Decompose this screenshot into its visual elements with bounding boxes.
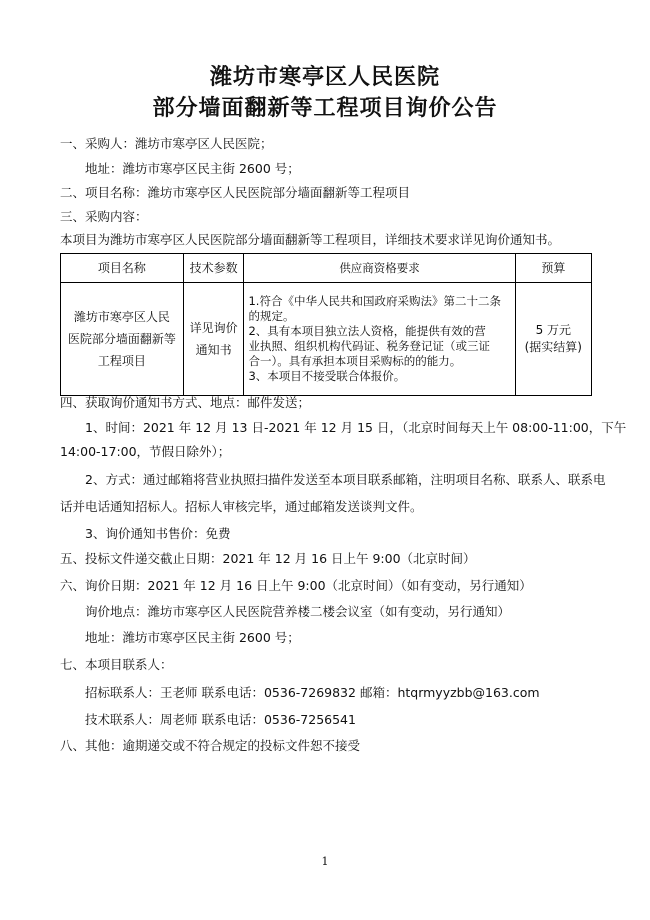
- inquiry-address-line: 地址：潍坊市寒亭区民主街 2600 号；: [85, 630, 300, 645]
- time-line-2: 14:00-17:00，节假日除外）；: [60, 444, 231, 459]
- cell-text: 1.符合《中华人民共和国政府采购法》第二十二条: [248, 294, 501, 308]
- cell-text: 业执照、组织机构代码证、税务登记证（或三证: [248, 339, 490, 353]
- cell-text: 潍坊市寒亭区人民: [73, 310, 170, 324]
- method-line-2: 话并电话通知招标人。招标人审核完毕，通过邮箱发送谈判文件。: [60, 499, 423, 514]
- project-name-line: 二、项目名称：潍坊市寒亭区人民医院部分墙面翻新等工程项目: [60, 185, 411, 200]
- document-title-line2: 部分墙面翻新等工程项目询价公告: [152, 95, 498, 121]
- table-row: [61, 283, 592, 396]
- cell-text: (据实结算): [524, 340, 582, 354]
- cell-text: 医院部分墙面翻新等: [67, 332, 176, 346]
- header-tech-params: 技术参数: [183, 254, 244, 283]
- cell-project-name: [61, 283, 184, 396]
- obtain-heading: 四、获取询价通知书方式、地点：邮件发送；: [60, 395, 311, 410]
- contact-bid-line: 招标联系人：王老师 联系电话：0536-7269832 邮箱：htqrmyyzbb@163.com: [85, 685, 540, 700]
- time-line-1: 1、时间：2021 年 12 月 13 日-2021 年 12 月 15 日，（北京时间每天上午 08:00-11:00，下午: [85, 420, 627, 435]
- header-supplier-requirements: 供应商资格要求: [244, 254, 515, 283]
- cell-text: 5 万元: [535, 323, 572, 337]
- requirements-table: [60, 253, 592, 396]
- document-title-line1: 潍坊市寒亭区人民医院: [209, 64, 440, 90]
- cell-text: 合一）。具有承担本项目采购标的的能力。: [248, 354, 462, 368]
- cell-text: 2、具有本项目独立法人资格，能提供有效的营: [248, 324, 486, 338]
- other-line: 八、其他：逾期递交或不符合规定的投标文件恕不接受: [60, 738, 361, 753]
- cell-text: 3、本项目不接受联合体报价。: [248, 369, 406, 383]
- content-description: 本项目为潍坊市寒亭区人民医院部分墙面翻新等工程项目，详细技术要求详见询价通知书。: [60, 232, 561, 247]
- header-project-name: 项目名称: [61, 254, 184, 283]
- cell-text: 工程项目: [97, 354, 146, 368]
- header-budget: 预算: [515, 254, 591, 283]
- page-number: 1: [321, 855, 329, 868]
- cell-tech-params: [183, 283, 244, 396]
- table-header-row: [61, 254, 592, 283]
- method-line-1: 2、方式：通过邮箱将营业执照扫描件发送至本项目联系邮箱，注明项目名称、联系人、联系电: [85, 472, 606, 487]
- deadline-line: 五、投标文件递交截止日期：2021 年 12 月 16 日上午 9:00（北京时间）: [60, 551, 476, 566]
- cell-text: 的规定。: [248, 309, 295, 323]
- cell-budget: [515, 283, 591, 396]
- content-heading: 三、采购内容：: [60, 209, 148, 224]
- inquiry-date-line: 六、询价日期：2021 年 12 月 16 日上午 9:00（北京时间）（如有变动，另行通知）: [60, 578, 532, 593]
- contact-tech-line: 技术联系人：周老师 联系电话：0536-7256541: [85, 712, 356, 727]
- contacts-heading: 七、本项目联系人：: [60, 657, 173, 672]
- cell-supplier-requirements: [244, 283, 515, 396]
- buyer-address-line: 地址：潍坊市寒亭区民主街 2600 号；: [85, 161, 300, 176]
- price-line: 3、询价通知书售价：免费: [85, 526, 231, 541]
- cell-text: 通知书: [195, 343, 232, 357]
- cell-text: 详见询价: [189, 321, 238, 335]
- inquiry-place-line: 询价地点：潍坊市寒亭区人民医院营养楼二楼会议室（如有变动，另行通知）: [85, 604, 511, 619]
- buyer-line: 一、采购人：潍坊市寒亭区人民医院；: [60, 136, 273, 151]
